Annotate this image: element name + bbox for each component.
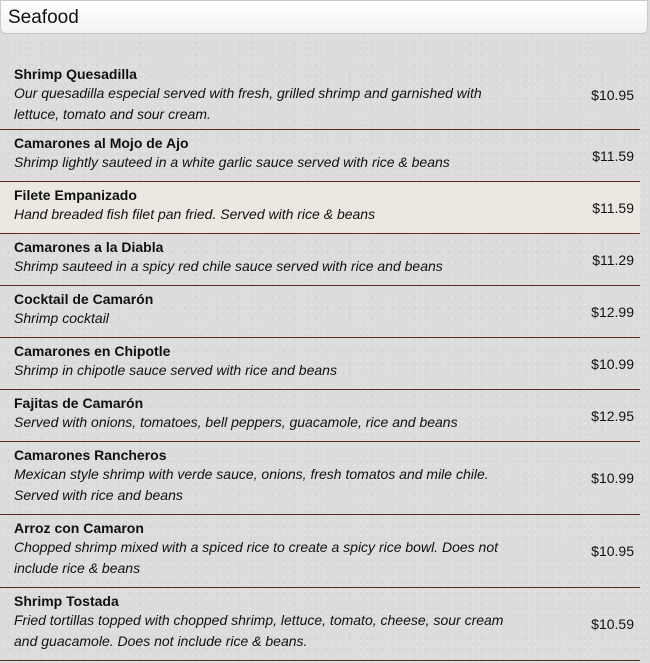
menu-item-price: $12.99 (591, 303, 634, 320)
menu-item-description: Chopped shrimp mixed with a spiced rice to create a spicy rice bowl. Does not include rice & beans (14, 539, 498, 576)
menu-item-name: Camarones a la Diabla (14, 239, 164, 255)
menu-item-description: Shrimp in chipotle sauce served with rice and beans (14, 362, 337, 378)
menu-item-description: Served with onions, tomatoes, bell peppers, guacamole, rice and beans (14, 414, 458, 430)
menu-item-camarones-chipotle[interactable] (0, 338, 640, 390)
menu-item-price: $11.29 (592, 251, 634, 268)
menu-item-shrimp-tostada[interactable] (0, 588, 640, 661)
menu-item-description: Hand breaded fish filet pan fried. Served with rice & beans (14, 206, 376, 222)
menu-item-name: Fajitas de Camarón (14, 395, 144, 411)
section-header (0, 0, 648, 34)
menu-item-price: $11.59 (592, 199, 634, 216)
menu-item-price: $10.99 (591, 470, 634, 486)
section-title: Seafood (8, 7, 79, 28)
menu-item-camarones-rancheros[interactable] (0, 442, 640, 515)
menu-item-price: $10.95 (591, 87, 634, 103)
menu-item-filete-empanizado[interactable] (0, 182, 640, 234)
menu-item-price: $11.59 (592, 147, 634, 164)
menu-item-description: Shrimp cocktail (14, 310, 109, 326)
menu-item-price: $12.95 (591, 407, 634, 424)
menu-item-name: Filete Empanizado (14, 187, 137, 203)
menu-item-name: Camarones al Mojo de Ajo (14, 135, 189, 151)
menu-list (0, 61, 640, 661)
menu-item-description: Mexican style shrimp with verde sauce, onions, fresh tomatos and mile chile. Served with rice and beans (14, 466, 489, 503)
menu-item-description: Our quesadilla especial served with fresh, grilled shrimp and garnished with lettuce, tomato and sour cream. (14, 85, 482, 122)
menu-item-name: Camarones Rancheros (14, 447, 167, 463)
menu-item-camarones-diabla[interactable] (0, 234, 640, 286)
menu-item-name: Shrimp Tostada (14, 593, 119, 609)
menu-item-description: Shrimp lightly sauteed in a white garlic sauce served with rice & beans (14, 154, 450, 170)
menu-item-price: $10.99 (591, 355, 634, 372)
menu-item-shrimp-quesadilla[interactable] (0, 61, 640, 130)
menu-item-name: Cocktail de Camarón (14, 291, 154, 307)
menu-item-price: $10.95 (591, 543, 634, 559)
menu-item-price: $10.59 (591, 616, 634, 632)
menu-item-name: Shrimp Quesadilla (14, 66, 137, 82)
menu-item-description: Shrimp sauteed in a spicy red chile sauce served with rice and beans (14, 258, 443, 274)
menu-item-arroz-con-camaron[interactable] (0, 515, 640, 588)
menu-item-description: Fried tortillas topped with chopped shrimp, lettuce, tomato, cheese, sour cream and guacamole. Does not include rice & beans. (14, 612, 504, 649)
menu-item-fajitas-de-camaron[interactable] (0, 390, 640, 442)
menu-item-name: Camarones en Chipotle (14, 343, 171, 359)
menu-item-camarones-mojo-de-ajo[interactable] (0, 130, 640, 182)
menu-item-name: Arroz con Camaron (14, 520, 144, 536)
menu-item-cocktail-de-camaron[interactable] (0, 286, 640, 338)
